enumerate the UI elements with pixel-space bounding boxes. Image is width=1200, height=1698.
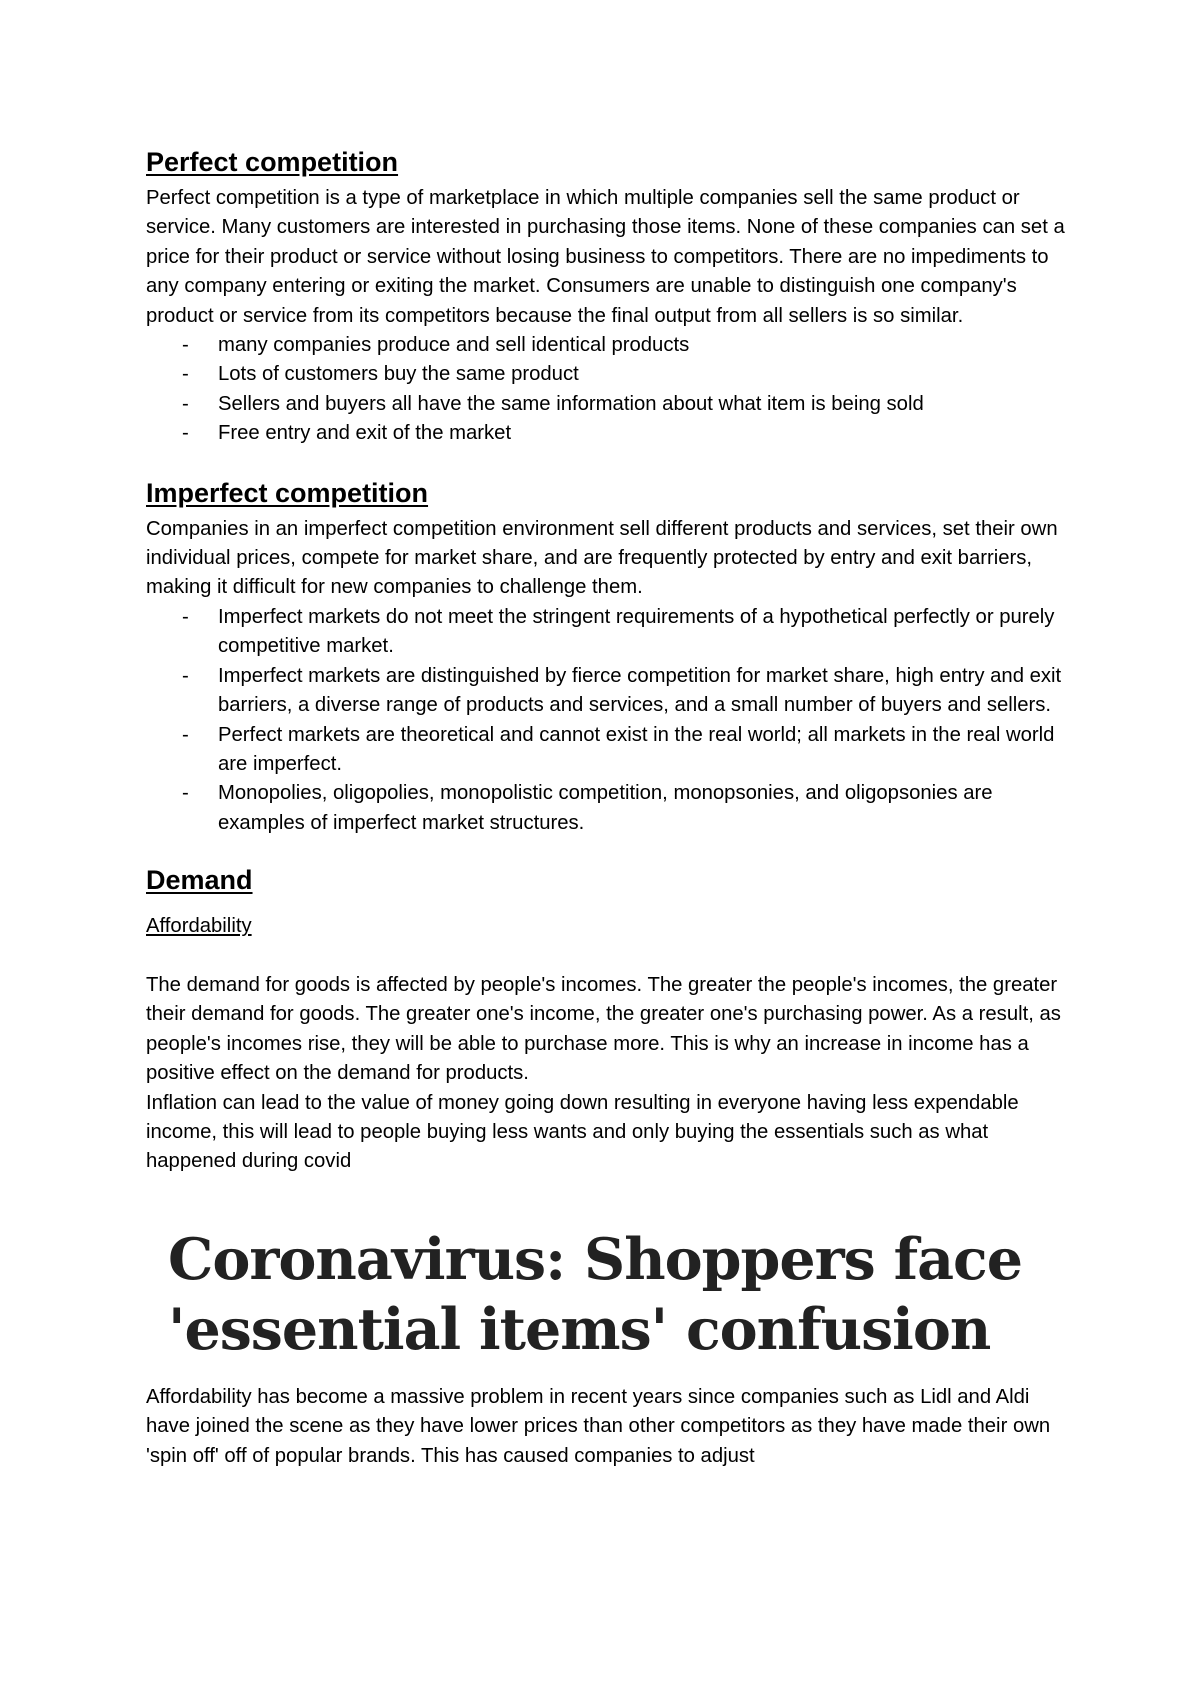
spacer [146,1365,1066,1383]
affordability-subheading: Affordability [146,915,252,938]
perfect-competition-heading: Perfect competition [146,147,399,177]
demand-heading: Demand [146,865,253,896]
list-item: - Imperfect markets are distinguished by fierce competition for market share, high entry and exit barriers, a diverse range of products and services, and a small number of buyers and sellers. [218,662,1066,721]
list-item: - Lots of customers buy the same product [218,360,1066,389]
spacer [146,449,1066,471]
spacer [146,1177,1066,1225]
list-item: - Perfect markets are theoretical and cannot exist in the real world; all markets in the real world are imperfect. [218,721,1066,780]
document-page [146,140,1066,1471]
list-item: - Monopolies, oligopolies, monopolistic competition, monopsonies, and oligopsonies are examples of imperfect market structures. [218,779,1066,838]
list-item: - Sellers and buyers all have the same information about what item is being sold [218,390,1066,419]
list-item: - Free entry and exit of the market [218,419,1066,448]
headline-line: 'essential items' confusion [168,1295,991,1363]
perfect-competition-paragraph: Perfect competition is a type of marketplace in which multiple companies sell the same product or service. Many customers are interested in purchasing those items. None of these companies can set a price for their product or service without losing business to competitors. There are no impediments to any company entering or exiting the market. Consumers are unable to distinguish one company's product or service from its competitors because the final output from all sellers is so similar. [146,187,1065,327]
imperfect-competition-list [146,603,1066,838]
imperfect-competition-heading: Imperfect competition [146,477,429,508]
demand-paragraph-inflation: Inflation can lead to the value of money going down resulting in everyone having less expendable income, this will lead to people buying less wants and only buying the essentials such as what happened during covid [146,1091,1019,1173]
affordability-paragraph: Affordability has become a massive problem in recent years since companies such as Lidl and Aldi have joined the scene as they have lower prices than other competitors as they have made their own 'spin off' off of popular brands. This has caused companies to adjust [146,1385,1051,1467]
imperfect-competition-paragraph: Companies in an imperfect competition environment sell different products and services, set their own individual prices, compete for market share, and are frequently protected by entry and exit barriers, making it difficult for new companies to challenge them. [146,517,1058,599]
perfect-competition-list [146,331,1066,449]
blank-line [146,942,1066,971]
demand-paragraph-income: The demand for goods is affected by people's incomes. The greater the people's incomes, the greater their demand for goods. The greater one's income, the greater one's purchasing power. As a result, as people's incomes rise, they will be able to purchase more. This is why an increase in income has a positive effect on the demand for products. [146,973,1061,1085]
spacer [146,838,1066,858]
news-headline-image [168,1225,1066,1365]
spacer [146,902,1066,912]
list-item: - many companies produce and sell identical products [218,331,1066,360]
list-item: - Imperfect markets do not meet the stringent requirements of a hypothetical perfectly or purely competitive market. [218,603,1066,662]
headline-line: Coronavirus: Shoppers face [168,1225,1023,1293]
